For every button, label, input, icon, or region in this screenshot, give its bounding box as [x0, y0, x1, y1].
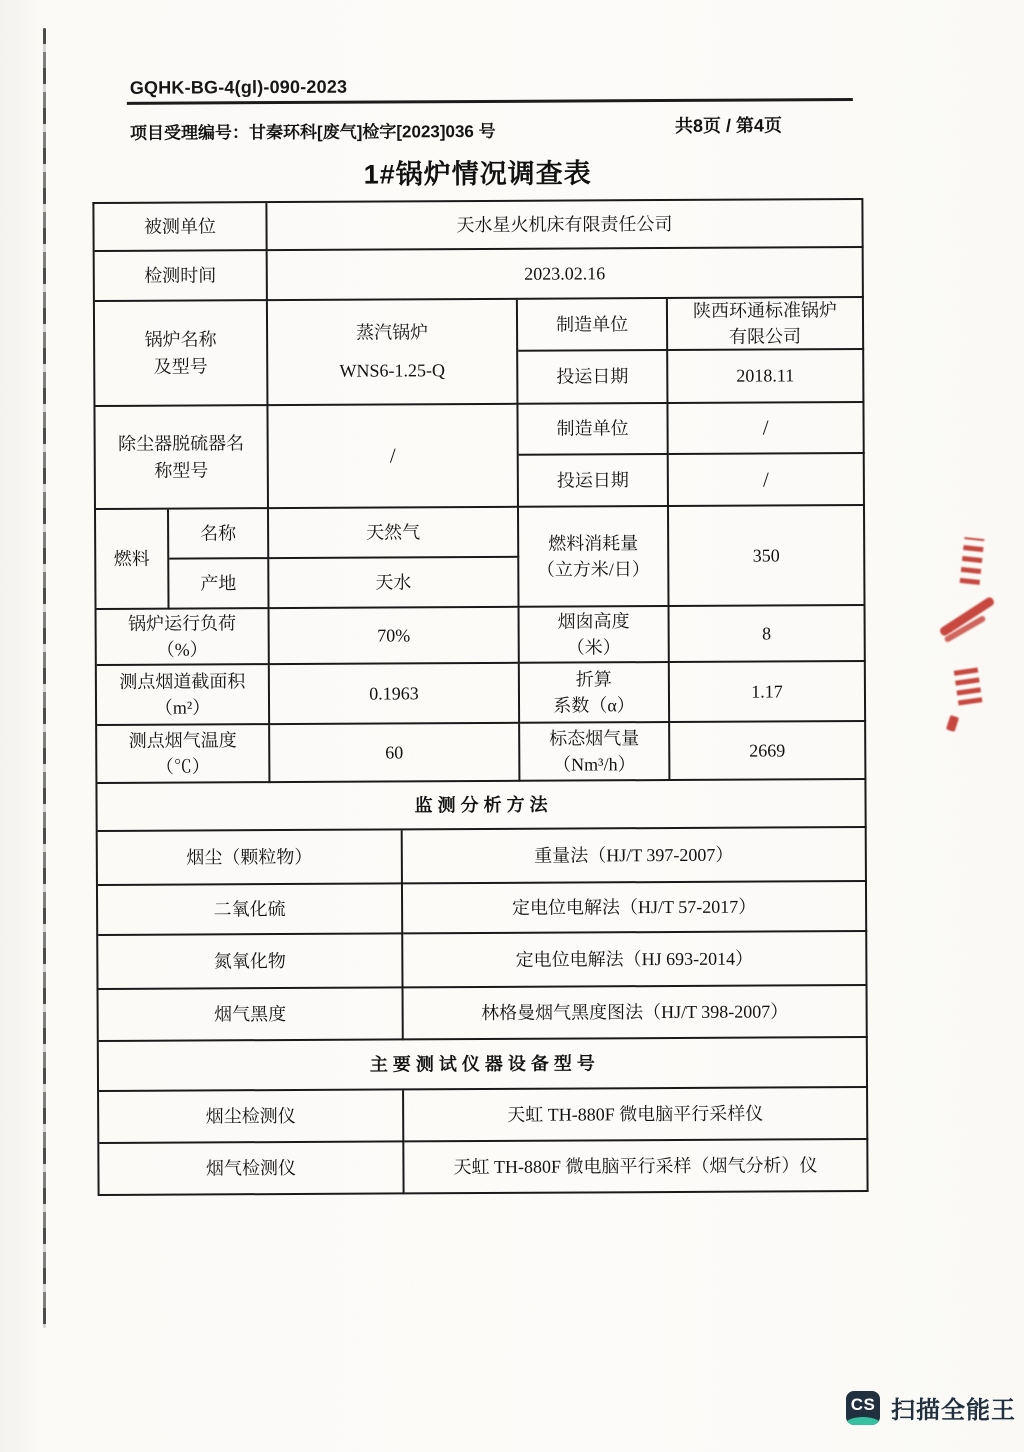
fuel-consumption-value: 350 [669, 506, 866, 607]
stack-height-value: 8 [670, 606, 866, 663]
boiler-commission-value: 2018.11 [668, 350, 864, 404]
duct-area-label: 测点烟道截面积 （m²） [97, 665, 270, 726]
table-row [95, 298, 865, 407]
table-row [99, 1088, 868, 1144]
method-nox-label: 氮氧化物 [98, 934, 403, 990]
table-row [97, 606, 866, 666]
fuel-origin-label: 产地 [169, 559, 269, 610]
method-dust-label: 烟尘（颗粒物） [98, 830, 403, 886]
table-section-header [99, 1038, 868, 1092]
table-row [94, 200, 863, 252]
page-title: 1#锅炉情况调查表 [363, 158, 592, 190]
table-row [95, 403, 865, 510]
table-row [99, 1140, 868, 1196]
table-row [96, 506, 866, 610]
standard-gas-volume-value: 2669 [670, 722, 866, 781]
dust-remover-commission-label: 投运日期 [519, 455, 669, 508]
dust-remover-label: 除尘器脱硫器名 称型号 [95, 406, 269, 510]
camscanner-brand-name: 扫描全能王 [891, 1397, 1016, 1424]
fuel-name-value: 天然气 [269, 508, 519, 559]
table-section-header [97, 780, 866, 832]
boiler-name-label: 锅炉名称 及型号 [95, 301, 269, 407]
table-row [97, 722, 866, 784]
gas-temperature-value: 60 [270, 724, 520, 783]
method-blackness-label: 烟气黑度 [99, 988, 404, 1042]
header-rule [127, 98, 853, 105]
table-row [98, 828, 867, 886]
document-code: GQHK-BG-4(gl)-090-2023 [129, 76, 348, 98]
boiler-maker-value: 陕西环通标准锅炉 有限公司 [668, 298, 864, 351]
duct-area-value: 0.1963 [270, 664, 520, 725]
method-blackness-value: 林格曼烟气黑度图法（HJ/T 398-2007） [404, 986, 868, 1040]
gas-temperature-label: 测点烟气温度 （℃） [97, 725, 270, 784]
dust-remover-value: / [268, 405, 519, 509]
boiler-sub-rows [518, 298, 865, 405]
instrument-section-title: 主 要 测 试 仪 器 设 备 型 号 [99, 1038, 868, 1092]
fuel-consumption-label: 燃料消耗量 （立方米/日） [519, 507, 670, 608]
boiler-name-value: 蒸汽锅炉 WNS6-1.25-Q [268, 300, 519, 406]
method-dust-value: 重量法（HJ/T 397-2007） [403, 828, 867, 884]
instrument-gas-label: 烟气检测仪 [99, 1142, 404, 1196]
boiler-maker-label: 制造单位 [518, 299, 668, 352]
fuel-sub-rows [169, 508, 520, 610]
method-so2-value: 定电位电解法（HJ/T 57-2017） [403, 882, 867, 934]
dust-remover-sub-rows [518, 403, 865, 508]
fuel-name-label: 名称 [169, 509, 269, 560]
instrument-gas-value: 天虹 TH-880F 微电脑平行采样（烟气分析）仪 [404, 1140, 868, 1194]
table-row [99, 986, 868, 1042]
camscanner-swoosh [846, 1417, 880, 1425]
test-date-label: 检测时间 [95, 251, 268, 302]
instrument-dust-label: 烟尘检测仪 [99, 1090, 404, 1144]
table-row [98, 882, 867, 936]
boiler-survey-table [92, 198, 868, 1196]
camscanner-watermark [846, 1390, 1016, 1425]
standard-gas-volume-label: 标态烟气量 （Nm³/h） [520, 723, 670, 782]
test-date-value: 2023.02.16 [268, 248, 864, 301]
table-row [97, 662, 866, 726]
table-row [98, 932, 867, 990]
method-section-title: 监 测 分 析 方 法 [97, 780, 866, 832]
operating-load-label: 锅炉运行负荷 （%） [97, 609, 270, 666]
table-row [95, 248, 864, 302]
operating-load-value: 70% [270, 608, 520, 665]
boiler-commission-label: 投运日期 [518, 351, 668, 405]
tested-unit-value: 天水星火机床有限责任公司 [267, 200, 863, 251]
camscanner-cs-initials: CS [850, 1394, 876, 1414]
camscanner-icon [846, 1391, 880, 1425]
method-nox-value: 定电位电解法（HJ 693-2014） [403, 932, 867, 988]
fuel-label: 燃料 [96, 510, 170, 610]
dust-remover-commission-value: / [669, 454, 865, 507]
conversion-coefficient-value: 1.17 [670, 662, 866, 723]
dust-remover-maker-value: / [668, 403, 864, 455]
tested-unit-label: 被测单位 [94, 203, 267, 252]
instrument-dust-value: 天虹 TH-880F 微电脑平行采样仪 [404, 1088, 868, 1142]
dust-remover-maker-label: 制造单位 [518, 404, 668, 456]
fuel-origin-value: 天水 [269, 558, 519, 609]
page-indicator: 共8页 / 第4页 [674, 115, 783, 136]
conversion-coefficient-label: 折算 系数（α） [520, 663, 670, 724]
method-so2-label: 二氧化硫 [98, 884, 403, 936]
project-acceptance-number: 项目受理编号：甘秦环科[废气]检字[2023]036 号 [129, 121, 496, 143]
stack-height-label: 烟囱高度 （米） [520, 607, 670, 664]
